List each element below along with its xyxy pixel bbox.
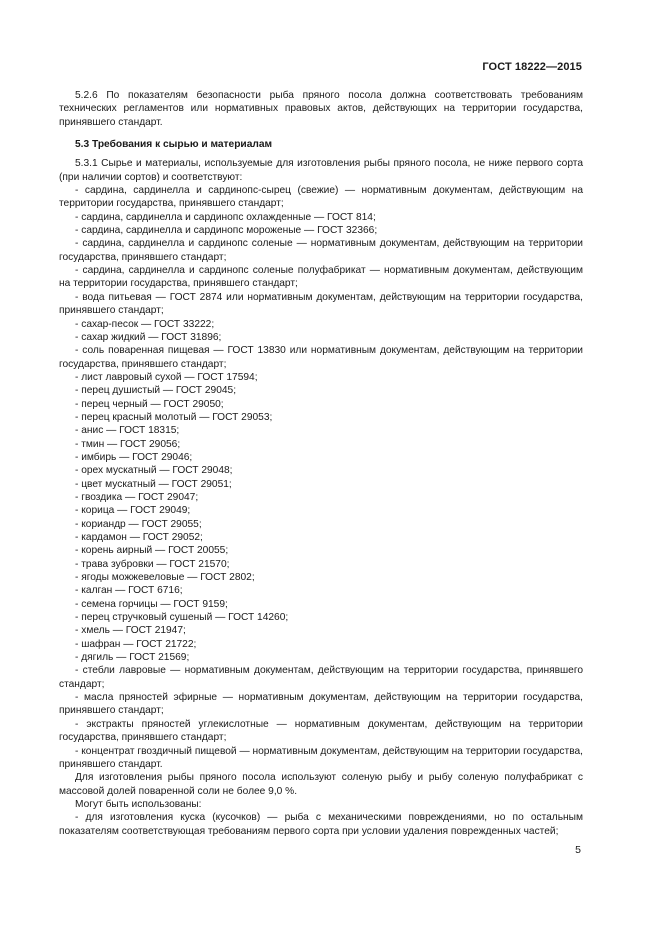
list-item: - имбирь — ГОСТ 29046; — [75, 451, 193, 463]
paragraph-5-2-6: 5.2.6 По показателям безопасности рыба пряного посола должна соответствовать требованиям технических регламентов или нормативных правовых актов, действующих на территории государства, принявшего стандарт. — [59, 90, 583, 128]
list-item: - сардина, сардинелла и сардинопс охлажденные — ГОСТ 814; — [75, 211, 376, 223]
list-item: - кардамон — ГОСТ 29052; — [75, 532, 203, 543]
list-item: - кориандр — ГОСТ 29055; — [75, 518, 202, 530]
list-item: - масла пряностей эфирные — нормативным документам, действующим на территории государства, принявшего стандарт; — [59, 692, 583, 717]
list-item: - концентрат гвоздичный пищевой — нормативным документам, действующим на территории государства, принявшего стандарт. — [59, 745, 583, 770]
document-header: ГОСТ 18222—2015 — [482, 61, 582, 73]
list-item: - гвоздика — ГОСТ 29047; — [75, 491, 199, 503]
list-item: - вода питьевая — ГОСТ 2874 или нормативным документам, действующим на территории государства, принявшего стандарт; — [59, 291, 583, 317]
list-item: - корица — ГОСТ 29049; — [75, 505, 191, 517]
list-item: - лист лавровый сухой — ГОСТ 17594; — [75, 371, 258, 383]
list-item: - перец черный — ГОСТ 29050; — [75, 398, 224, 410]
list-item: - стебли лавровые — нормативным документам, действующим на территории государства, принявшего стандарт; — [59, 665, 583, 690]
list-item: - перец красный молотый — ГОСТ 29053; — [75, 411, 273, 423]
document-body — [59, 89, 583, 838]
materials-list — [59, 184, 583, 771]
paragraph-salted-fish: Для изготовления рыбы пряного посола используют соленую рыбу и рыбу соленую полуфабрикат с массовой долей поваренной соли не более 9,0 %. — [59, 772, 583, 797]
list-item: - сардина, сардинелла и сардинопс соленые полуфабрикат — нормативным документам, действующим на территории государства, принявшего стандарт; — [59, 265, 583, 290]
list-item: - дягиль — ГОСТ 21569; — [75, 652, 190, 664]
paragraph-may-use: Могут быть использованы: — [75, 798, 202, 810]
page-number: 5 — [575, 844, 581, 856]
list-item: - соль поваренная пищевая — ГОСТ 13830 или нормативным документам, действующим на территории государства, принявшего стандарт; — [59, 345, 583, 370]
list-item: - сахар жидкий — ГОСТ 31896; — [75, 331, 222, 343]
list-item: - орех мускатный — ГОСТ 29048; — [75, 465, 233, 477]
section-heading-5-3: 5.3 Требования к сырью и материалам — [75, 139, 273, 151]
list-item: - корень аирный — ГОСТ 20055; — [75, 545, 229, 557]
list-item: - сардина, сардинелла и сардинопс мороженые — ГОСТ 32366; — [75, 225, 378, 237]
list-item: - семена горчицы — ГОСТ 9159; — [75, 598, 228, 610]
list-item: - цвет мускатный — ГОСТ 29051; — [75, 478, 232, 490]
list-item: - перец душистый — ГОСТ 29045; — [75, 385, 237, 397]
list-item: - экстракты пряностей углекислотные — нормативным документам, действующим на территории государства, принявшего стандарт; — [59, 718, 583, 744]
list-item: - калган — ГОСТ 6716; — [75, 585, 183, 597]
list-item: - перец стручковый сушеный — ГОСТ 14260; — [75, 612, 289, 624]
list-item: - сахар-песок — ГОСТ 33222; — [75, 318, 215, 330]
paragraph-pieces: - для изготовления куска (кусочков) — рыба с механическими повреждениями, но по остальным показателям соответствующая требованиям первого сорта при условии удаления поврежденных частей; — [59, 812, 583, 837]
list-item: - тмин — ГОСТ 29056; — [75, 438, 181, 450]
list-item: - трава зубровки — ГОСТ 21570; — [75, 558, 230, 570]
list-item: - анис — ГОСТ 18315; — [75, 425, 180, 437]
paragraph-5-3-1: 5.3.1 Сырье и материалы, используемые для изготовления рыбы пряного посола, не ниже первого сорта (при наличии сортов) и соответствуют: — [59, 158, 583, 183]
list-item: - сардина, сардинелла и сардинопс соленые — нормативным документам, действующим на территории государства, принявшего стандарт; — [59, 238, 583, 263]
list-item: - сардина, сардинелла и сардинопс-сырец (свежие) — нормативным документам, действующим на территории государства, принявшего стандарт; — [59, 185, 583, 210]
list-item: - хмель — ГОСТ 21947; — [75, 625, 186, 637]
list-item: - шафран — ГОСТ 21722; — [75, 638, 197, 650]
list-item: - ягоды можжевеловые — ГОСТ 2802; — [75, 572, 255, 584]
